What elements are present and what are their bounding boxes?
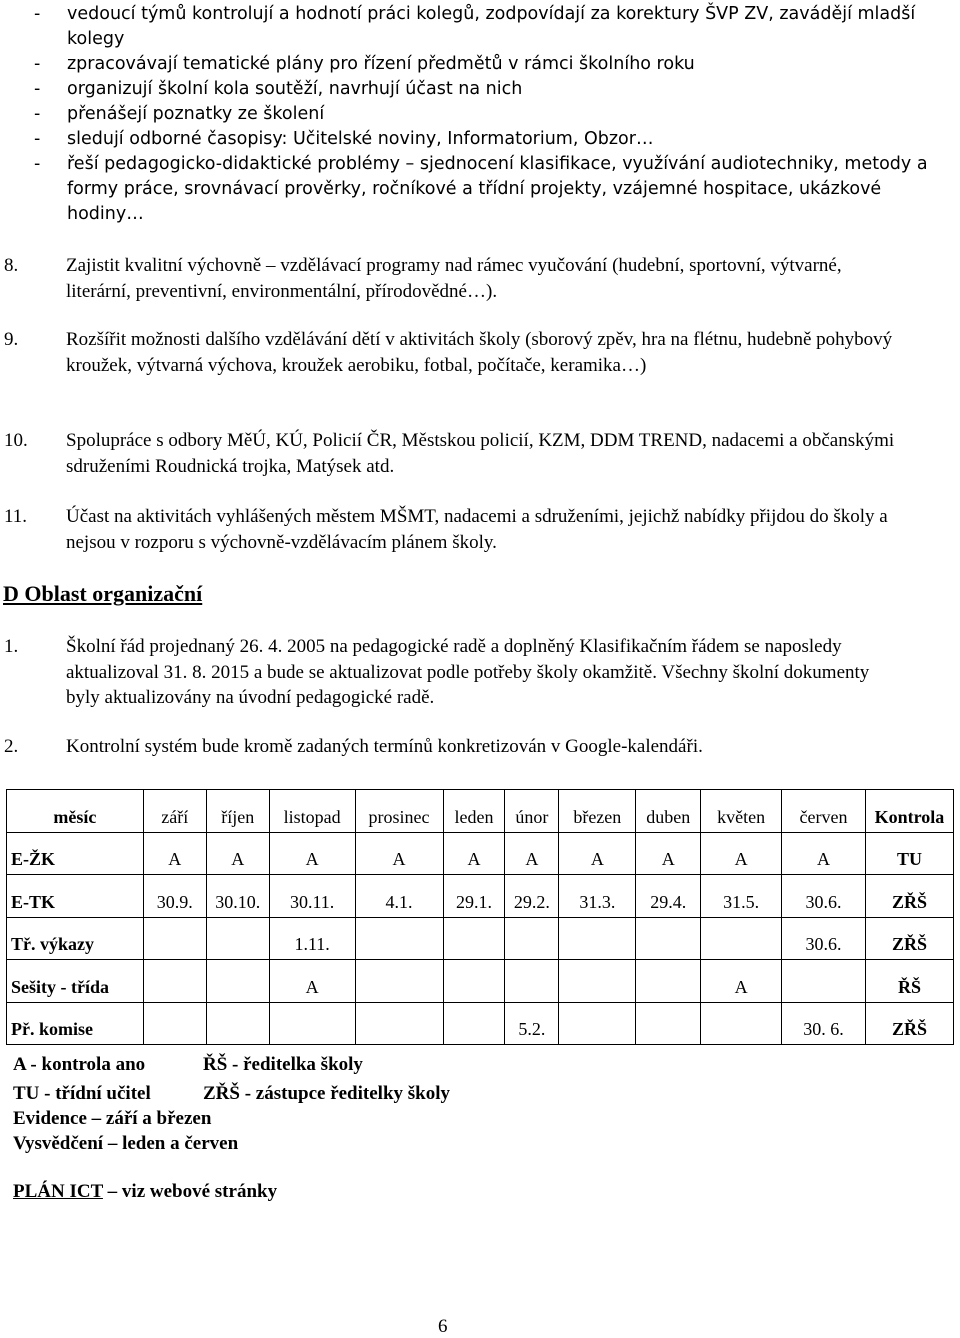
table-cell — [559, 1002, 636, 1045]
table-cell — [206, 1002, 269, 1045]
table-cell — [443, 917, 505, 960]
table-cell: A — [505, 832, 559, 875]
table-cell: 31.3. — [559, 875, 636, 918]
numbered-item-10 — [0, 428, 900, 479]
table-cell: A — [782, 832, 866, 875]
table-row — [7, 1002, 954, 1045]
table-header-cell: prosinec — [355, 790, 443, 833]
bullet-dash: - — [34, 54, 41, 74]
legend-row-1 — [13, 1052, 363, 1077]
table-header-cell: duben — [636, 790, 701, 833]
table-cell — [355, 917, 443, 960]
table-cell: TU — [865, 832, 953, 875]
table-header-cell: měsíc — [7, 790, 144, 833]
legend-vysvedceni: Vysvědčení – leden a červen — [13, 1133, 239, 1154]
bullet-text: přenášejí poznatky ze školení — [67, 104, 325, 124]
item-number: 10. — [4, 430, 28, 451]
table-cell: Př. komise — [7, 1002, 144, 1045]
table-cell — [505, 917, 559, 960]
table-header-cell: říjen — [206, 790, 269, 833]
table-cell: 31.5. — [701, 875, 782, 918]
control-schedule-table — [6, 789, 954, 1045]
table-cell: A — [443, 832, 505, 875]
table-cell: 29.4. — [636, 875, 701, 918]
table-cell — [269, 1002, 355, 1045]
table-cell: 5.2. — [505, 1002, 559, 1045]
legend-rs: ŘŠ - ředitelka školy — [203, 1054, 363, 1075]
table-cell: 4.1. — [355, 875, 443, 918]
table-header-cell: květen — [701, 790, 782, 833]
table-cell: ŘŠ — [865, 960, 953, 1003]
bullet-text: sledují odborné časopisy: Učitelské noviny, Informatorium, Obzor… — [67, 129, 654, 149]
item-number: 2. — [4, 736, 19, 757]
legend-a: A - kontrola ano — [13, 1054, 146, 1075]
table-header-cell: Kontrola — [865, 790, 953, 833]
bullet-text: zpracovávají tematické plány pro řízení předmětů v rámci školního roku — [67, 54, 695, 74]
list-item — [34, 52, 944, 77]
table-cell — [443, 960, 505, 1003]
table-cell — [782, 960, 866, 1003]
table-cell: 30.6. — [782, 917, 866, 960]
table-cell — [355, 1002, 443, 1045]
table-cell: 1.11. — [269, 917, 355, 960]
list-item — [34, 152, 944, 227]
table-cell — [559, 960, 636, 1003]
table-cell: 30.11. — [269, 875, 355, 918]
table-cell: 30.9. — [143, 875, 206, 918]
page-number: 6 — [438, 1316, 448, 1337]
numbered-item-9 — [0, 327, 900, 378]
table-cell — [443, 1002, 505, 1045]
table-header-cell: leden — [443, 790, 505, 833]
table-header-cell: listopad — [269, 790, 355, 833]
table-cell: A — [355, 832, 443, 875]
table-cell: Tř. výkazy — [7, 917, 144, 960]
section-heading: D Oblast organizační — [3, 581, 203, 606]
org-item-1 — [0, 634, 900, 711]
table-row — [7, 917, 954, 960]
table-cell — [355, 960, 443, 1003]
table-cell: ZŘŠ — [865, 875, 953, 918]
bullet-dash: - — [34, 4, 41, 24]
item-number: 1. — [4, 636, 19, 657]
table-cell — [559, 917, 636, 960]
table-cell: A — [269, 832, 355, 875]
numbered-item-11 — [0, 504, 900, 555]
plan-ict-rest: – viz webové stránky — [102, 1181, 278, 1202]
table-header-cell: únor — [505, 790, 559, 833]
table-cell: Sešity - třída — [7, 960, 144, 1003]
bullet-text: řeší pedagogicko-didaktické problémy – sjednocení klasifikace, využívání audiotechniky, metody a formy práce, srovnávací prověrky, ročníkové a třídní projekty, vzájemné hospitace, ukázkové hodiny… — [67, 154, 928, 224]
list-item — [34, 127, 944, 152]
list-item — [34, 2, 944, 52]
table-cell — [143, 917, 206, 960]
table-cell: ZŘŠ — [865, 1002, 953, 1045]
table-cell: 29.2. — [505, 875, 559, 918]
bullet-list — [34, 2, 944, 227]
legend-evidence: Evidence – září a březen — [13, 1108, 212, 1129]
table-header-cell: červen — [782, 790, 866, 833]
table-cell — [143, 960, 206, 1003]
legend-row-2 — [13, 1081, 450, 1106]
item-text: Účast na aktivitách vyhlášených městem MŠMT, nadacemi a sdruženími, jejichž nabídky přijdou do školy a nejsou v rozporu s výchovně-vzdělávacím plánem školy. — [66, 506, 888, 553]
table-cell — [206, 960, 269, 1003]
list-item — [34, 102, 944, 127]
table-cell: 29.1. — [443, 875, 505, 918]
table-cell — [505, 960, 559, 1003]
org-item-2 — [0, 734, 900, 760]
table-cell: A — [143, 832, 206, 875]
table-cell: ZŘŠ — [865, 917, 953, 960]
table-row — [7, 960, 954, 1003]
table-cell: A — [636, 832, 701, 875]
item-text: Rozšířit možnosti dalšího vzdělávání dětí v aktivitách školy (sborový zpěv, hra na flétnu, hudebně pohybový kroužek, výtvarná výchova, kroužek aerobiku, fotbal, počítače, keramika…) — [66, 329, 893, 376]
table-cell — [636, 917, 701, 960]
table-cell — [636, 960, 701, 1003]
table-cell: 30. 6. — [782, 1002, 866, 1045]
table-cell — [143, 1002, 206, 1045]
legend-tu: TU - třídní učitel — [13, 1083, 151, 1104]
table-cell: A — [701, 960, 782, 1003]
legend-zrs: ZŘŠ - zástupce ředitelky školy — [203, 1083, 450, 1104]
item-number: 11. — [4, 506, 28, 527]
table-cell: 30.10. — [206, 875, 269, 918]
table-cell: E-TK — [7, 875, 144, 918]
table-cell: A — [559, 832, 636, 875]
item-text: Spolupráce s odbory MěÚ, KÚ, Policií ČR, Městskou policií, KZM, DDM TREND, nadacemi a občanskými sdruženími Roudnická trojka, Matýsek atd. — [66, 430, 895, 477]
table-header-cell: září — [143, 790, 206, 833]
table-cell: 30.6. — [782, 875, 866, 918]
list-item — [34, 77, 944, 102]
table-cell: A — [701, 832, 782, 875]
bullet-dash: - — [34, 79, 41, 99]
plan-ict-note — [13, 1181, 277, 1203]
bullet-dash: - — [34, 104, 41, 124]
plan-ict-label: PLÁN ICT — [13, 1181, 103, 1202]
item-number: 9. — [4, 329, 19, 350]
table-header-row — [7, 790, 954, 833]
bullet-text: vedoucí týmů kontrolují a hodnotí práci kolegů, zodpovídají za korektury ŠVP ZV, zavádějí mladší kolegy — [67, 4, 916, 49]
table-row — [7, 875, 954, 918]
item-text: Kontrolní systém bude kromě zadaných termínů konkretizován v Google-kalendáři. — [66, 736, 703, 757]
table-cell: E-ŽK — [7, 832, 144, 875]
bullet-dash: - — [34, 129, 41, 149]
table-cell — [701, 1002, 782, 1045]
numbered-item-8 — [0, 253, 900, 304]
item-text: Zajistit kvalitní výchovně – vzdělávací programy nad rámec vyučování (hudební, sportovní, výtvarné, literární, preventivní, environmentální, přírodovědné…). — [66, 255, 842, 302]
item-text: Školní řád projednaný 26. 4. 2005 na pedagogické radě a doplněný Klasifikačním řádem se naposledy aktualizoval 31. 8. 2015 a bude se aktualizovat podle potřeby školy okamžitě. Všechny školní dokumenty byly aktualizovány na úvodní pedagogické radě. — [66, 636, 870, 708]
bullet-text: organizují školní kola soutěží, navrhují účast na nich — [67, 79, 523, 99]
table-cell: A — [269, 960, 355, 1003]
table-header-cell: březen — [559, 790, 636, 833]
table-cell — [206, 917, 269, 960]
bullet-dash: - — [34, 154, 41, 174]
table-cell — [636, 1002, 701, 1045]
table-row — [7, 832, 954, 875]
table-cell — [701, 917, 782, 960]
item-number: 8. — [4, 255, 19, 276]
table-cell: A — [206, 832, 269, 875]
